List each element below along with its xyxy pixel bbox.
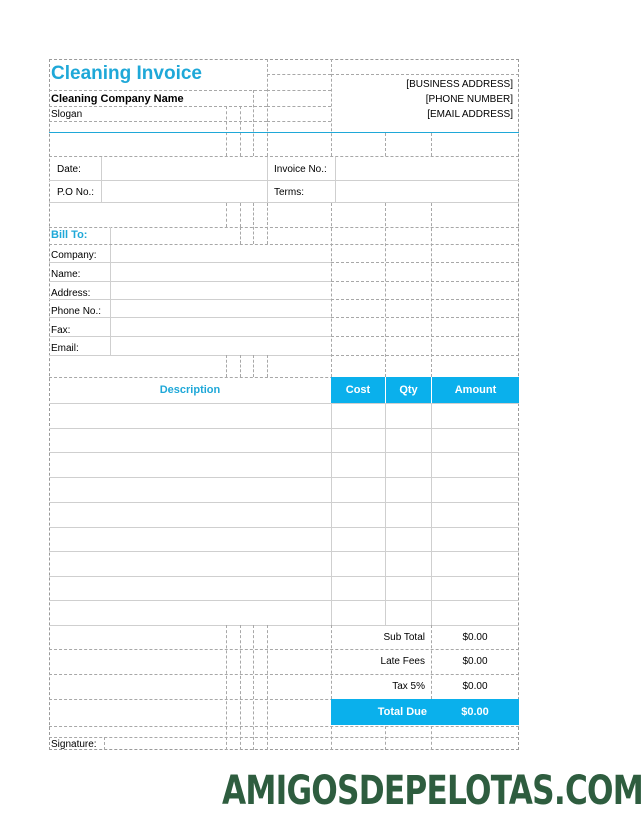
gridline bbox=[104, 737, 105, 750]
bill-to-fax-label: Fax: bbox=[51, 325, 71, 336]
gridline bbox=[385, 203, 386, 377]
company-name: Cleaning Company Name bbox=[51, 93, 184, 105]
gridline bbox=[226, 355, 227, 377]
gridline bbox=[49, 737, 519, 738]
subtotal-label: Sub Total bbox=[383, 632, 425, 643]
amount-header: Amount bbox=[431, 377, 519, 403]
gridline bbox=[49, 336, 331, 337]
gridline bbox=[331, 203, 332, 377]
gridline bbox=[49, 121, 267, 122]
gridline bbox=[49, 403, 519, 404]
late-fees-value: $0.00 bbox=[462, 656, 488, 667]
gridline bbox=[431, 133, 432, 156]
gridline bbox=[385, 726, 386, 750]
gridline bbox=[49, 600, 519, 601]
signature-label: Signature: bbox=[51, 739, 97, 750]
gridline bbox=[267, 203, 268, 244]
gridline bbox=[431, 403, 432, 625]
invoice-number-label: Invoice No.: bbox=[274, 164, 327, 175]
invoice-frame bbox=[49, 59, 519, 750]
gridline bbox=[267, 355, 268, 377]
gridline bbox=[431, 203, 432, 377]
gridline bbox=[331, 299, 519, 300]
gridline bbox=[49, 477, 519, 478]
header-divider bbox=[49, 132, 519, 133]
gridline bbox=[240, 355, 241, 377]
total-due-value: $0.00 bbox=[461, 706, 489, 718]
gridline bbox=[240, 203, 241, 227]
gridline bbox=[335, 157, 336, 202]
gridline bbox=[331, 726, 332, 750]
subtotal-value: $0.00 bbox=[462, 632, 488, 643]
qty-header: Qty bbox=[385, 377, 431, 403]
gridline bbox=[331, 262, 519, 263]
invoice-title: Cleaning Invoice bbox=[51, 63, 202, 84]
gridline bbox=[49, 106, 267, 107]
gridline bbox=[49, 90, 267, 91]
gridline bbox=[331, 317, 519, 318]
gridline bbox=[49, 551, 519, 552]
gridline bbox=[101, 157, 102, 202]
tax-label: Tax 5% bbox=[392, 681, 425, 692]
gridline bbox=[267, 106, 331, 107]
gridline bbox=[49, 649, 519, 650]
gridline bbox=[253, 355, 254, 377]
bill-to-name-label: Name: bbox=[51, 269, 81, 280]
gridline bbox=[431, 726, 432, 750]
phone-number: [PHONE NUMBER] bbox=[425, 94, 513, 105]
tax-value: $0.00 bbox=[462, 681, 488, 692]
gridline bbox=[49, 281, 331, 282]
bill-to-phone-label: Phone No.: bbox=[51, 306, 102, 317]
gridline bbox=[240, 106, 241, 156]
gridline bbox=[240, 625, 241, 750]
gridline bbox=[253, 90, 254, 156]
gridline bbox=[267, 74, 331, 75]
gridline bbox=[267, 625, 268, 750]
gridline bbox=[331, 281, 519, 282]
gridline bbox=[331, 403, 332, 625]
gridline bbox=[267, 90, 331, 91]
gridline bbox=[49, 156, 519, 157]
gridline bbox=[267, 157, 268, 202]
gridline bbox=[49, 317, 331, 318]
gridline bbox=[267, 121, 331, 122]
gridline bbox=[385, 403, 386, 625]
gridline bbox=[240, 227, 241, 244]
watermark: AMIGOSDEPELOTAS.COM bbox=[222, 768, 643, 814]
gridline bbox=[331, 355, 519, 356]
gridline bbox=[49, 452, 519, 453]
bill-to-title: Bill To: bbox=[51, 229, 88, 241]
gridline bbox=[331, 336, 519, 337]
gridline bbox=[49, 502, 519, 503]
gridline bbox=[331, 74, 519, 75]
gridline bbox=[49, 355, 331, 356]
description-header: Description bbox=[159, 384, 221, 396]
gridline bbox=[49, 527, 519, 528]
late-fees-label: Late Fees bbox=[380, 656, 425, 667]
email-address: [EMAIL ADDRESS] bbox=[427, 109, 513, 120]
gridline bbox=[385, 133, 386, 156]
gridline bbox=[253, 203, 254, 244]
gridline bbox=[49, 576, 519, 577]
date-label: Date: bbox=[57, 164, 81, 175]
gridline bbox=[226, 625, 227, 750]
po-label: P.O No.: bbox=[57, 187, 95, 198]
gridline bbox=[331, 59, 332, 156]
gridline bbox=[49, 299, 331, 300]
business-address: [BUSINESS ADDRESS] bbox=[406, 79, 513, 90]
terms-label: Terms: bbox=[274, 187, 304, 198]
bill-to-email-label: Email: bbox=[51, 343, 79, 354]
gridline bbox=[49, 726, 519, 727]
gridline bbox=[49, 674, 519, 675]
gridline bbox=[49, 625, 519, 626]
gridline bbox=[253, 625, 254, 750]
gridline bbox=[49, 202, 519, 203]
gridline bbox=[226, 106, 227, 156]
gridline bbox=[49, 227, 519, 228]
gridline bbox=[267, 59, 268, 156]
gridline bbox=[49, 180, 519, 181]
gridline bbox=[226, 203, 227, 227]
gridline bbox=[49, 244, 519, 245]
gridline bbox=[49, 428, 519, 429]
bill-to-company-label: Company: bbox=[51, 250, 97, 261]
total-due-label: Total Due bbox=[377, 706, 427, 718]
cost-header: Cost bbox=[331, 377, 385, 403]
bill-to-address-label: Address: bbox=[51, 288, 91, 299]
gridline bbox=[49, 262, 331, 263]
slogan: Slogan bbox=[51, 109, 83, 120]
